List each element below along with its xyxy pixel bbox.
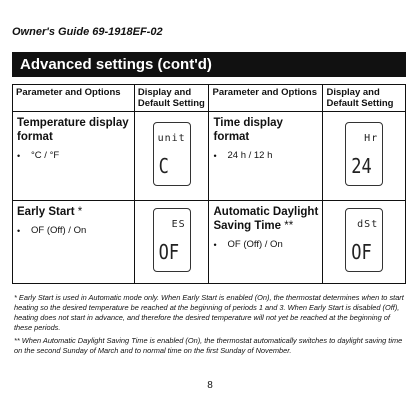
table-row: [13, 112, 406, 201]
lcd-display: [345, 208, 383, 272]
header-display-default-2: Display and Default Setting: [323, 85, 406, 112]
param-cell-early-start: [13, 201, 135, 284]
footnote-daylight-saving: ** When Automatic Daylight Saving Time is enabled (On), the thermostat automatically switches to daylight saving time on the second Sunday of March and to normal time on the first Sunday of November.: [14, 336, 403, 355]
table-row: [13, 201, 406, 284]
bullet-icon: •: [213, 150, 217, 161]
display-cell: [323, 201, 406, 284]
param-title-text: Early Start: [17, 206, 75, 218]
option-text: °C / °F: [31, 150, 60, 161]
display-cell: [323, 112, 406, 201]
param-title: Temperature display format: [17, 117, 129, 143]
param-title: [17, 205, 130, 219]
settings-table: [12, 84, 406, 284]
lcd-display: [153, 208, 191, 272]
lcd-top-text: Hr: [364, 132, 379, 144]
lcd-main-text: OF: [158, 240, 180, 265]
option-line: [213, 239, 318, 250]
footnote-early-start: * Early Start is used in Automatic mode only. When Early Start is enabled (On), the thermostat determines when to start heating so the desired temperature be reached at the beginning of periods 1 and 3. When Early Start is disabled (Off), heating does not start in advance, and therefore the desired temperature will not yet be reached at the beginning of these periods.: [14, 293, 404, 332]
option-line: [213, 150, 318, 161]
footnote-marker: *: [77, 206, 83, 218]
option-text: OF (Off) / On: [227, 239, 283, 250]
header-display-default-1: Display and Default Setting: [134, 85, 209, 112]
option-line: [17, 225, 130, 236]
lcd-main-text: C: [158, 154, 169, 179]
lcd-display: [153, 122, 191, 186]
lcd-top-text: ES: [171, 218, 186, 230]
header-parameter-options-2: Parameter and Options: [209, 85, 323, 112]
page-number: 8: [207, 380, 213, 391]
lcd-main-text: 24: [351, 154, 372, 179]
option-line: [17, 150, 130, 161]
bullet-icon: •: [213, 239, 217, 250]
display-cell: [134, 112, 209, 201]
lcd-display: [345, 122, 383, 186]
footnote-marker: **: [284, 220, 294, 232]
param-title: Time display format: [213, 117, 283, 143]
guide-title: Owner's Guide 69-1918EF-02: [12, 26, 163, 38]
param-cell-temperature-format: [13, 112, 135, 201]
lcd-main-text: OF: [351, 240, 372, 265]
table-header-row: [13, 85, 406, 112]
header-parameter-options-1: Parameter and Options: [13, 85, 135, 112]
param-title: [213, 205, 318, 233]
lcd-top-text: unit: [157, 132, 186, 144]
param-cell-time-format: [209, 112, 323, 201]
section-banner: Advanced settings (cont'd): [12, 52, 406, 77]
lcd-top-text: dSt: [357, 218, 379, 230]
option-text: OF (Off) / On: [31, 225, 87, 236]
param-cell-daylight-saving: [209, 201, 323, 284]
option-text: 24 h / 12 h: [227, 150, 273, 161]
display-cell: [134, 201, 209, 284]
bullet-icon: •: [17, 150, 21, 161]
bullet-icon: •: [17, 225, 21, 236]
param-title-text: Automatic Daylight Saving Time: [213, 206, 319, 232]
